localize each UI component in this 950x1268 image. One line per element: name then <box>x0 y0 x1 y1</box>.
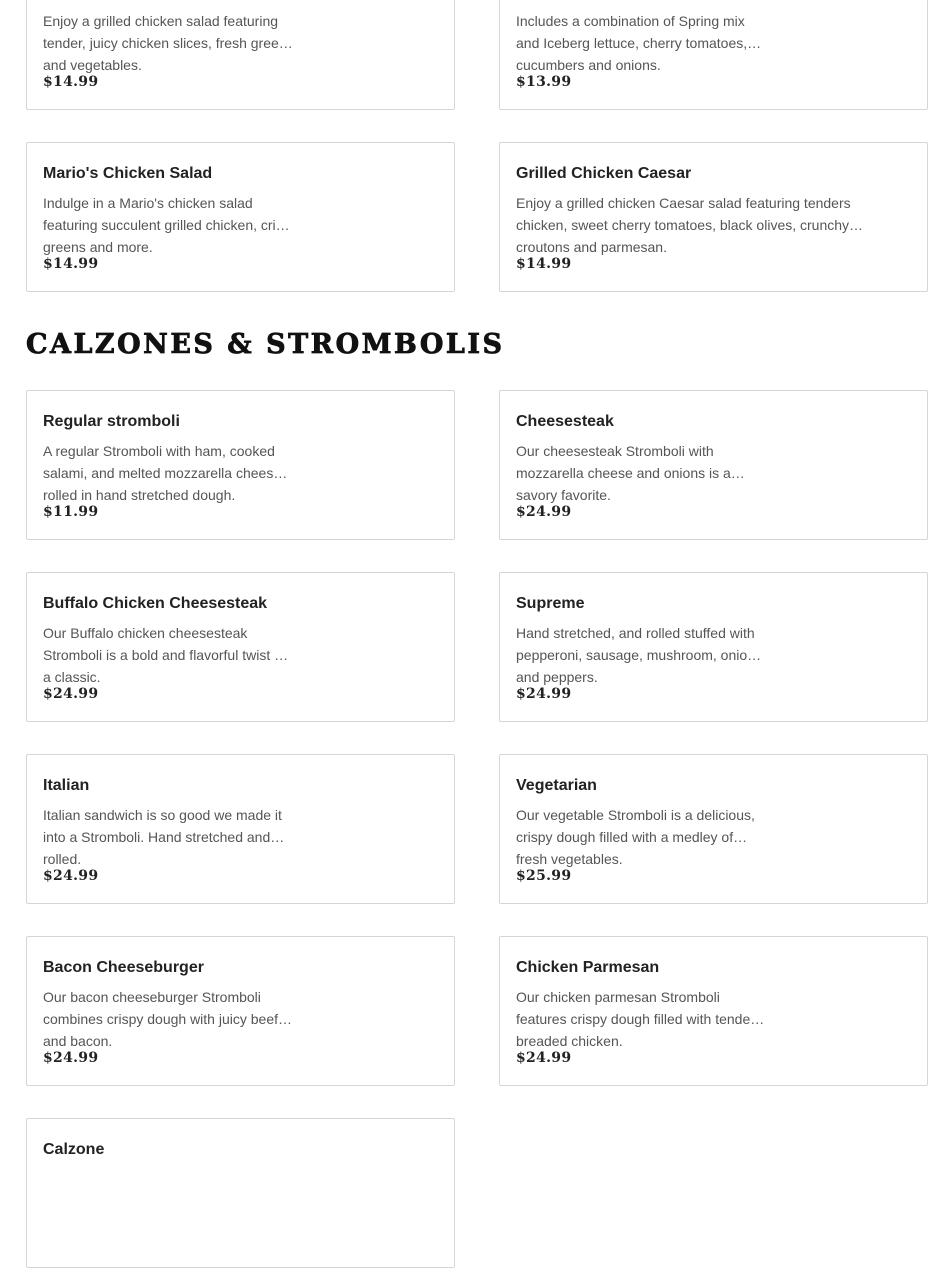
section-title-calzones: CALZONES & STROMBOLIS <box>26 329 505 360</box>
menu-item-card[interactable] <box>499 936 928 1086</box>
menu-item-name: Chicken Parmesan <box>516 959 660 976</box>
menu-item-card[interactable] <box>26 1118 455 1268</box>
menu-item-name: Vegetarian <box>516 777 597 794</box>
menu-item-description: A regular Stromboli with ham, cooked salami, and melted mozzarella cheese rolled in hand stretched dough. <box>43 443 282 503</box>
menu-item-description: Includes a combination of Spring mix and Iceberg lettuce, cherry tomatoes, cucumbers and onions. <box>516 13 748 73</box>
menu-item-card[interactable] <box>26 142 455 292</box>
menu-item-name: Grilled Chicken Caesar <box>516 165 692 182</box>
menu-item-description: Our bacon cheeseburger Stromboli combines crispy dough with juicy beef and bacon. <box>43 989 279 1049</box>
menu-item-card[interactable] <box>26 390 455 540</box>
menu-item-name: Calzone <box>43 1141 105 1158</box>
menu-item-price: $14.99 <box>516 256 572 272</box>
menu-item-card[interactable] <box>499 754 928 904</box>
menu-item-description: Enjoy a grilled chicken salad featuring tender, juicy chicken slices, fresh greens and vegetables. <box>43 13 294 73</box>
menu-item-price: $24.99 <box>43 1050 99 1066</box>
menu-item-description: Our cheesesteak Stromboli with mozzarella cheese and onions is a savory favorite. <box>516 443 731 503</box>
menu-item-price: $24.99 <box>43 868 99 884</box>
menu-item-description: Our chicken parmesan Stromboli features crispy dough filled with tender breaded chicken. <box>516 989 755 1049</box>
menu-item-price: $14.99 <box>43 256 99 272</box>
menu-item-card[interactable] <box>26 572 455 722</box>
menu-item-card[interactable] <box>26 936 455 1086</box>
menu-item-price: $13.99 <box>516 74 572 90</box>
menu-item-price: $24.99 <box>516 686 572 702</box>
menu-item-price: $11.99 <box>43 504 99 520</box>
menu-item-price: $24.99 <box>516 504 572 520</box>
menu-item-price: $24.99 <box>516 1050 572 1066</box>
menu-item-description: Enjoy a grilled chicken Caesar salad featuring tenders chicken, sweet cherry tomatoes, black olives, crunchy croutons and parmesan. <box>516 195 851 255</box>
menu-item-card[interactable] <box>499 390 928 540</box>
menu-item-name: Buffalo Chicken Cheesesteak <box>43 595 268 612</box>
menu-item-description: Italian sandwich is so good we made it into a Stromboli. Hand stretched and rolled. <box>43 807 282 867</box>
menu-item-card[interactable] <box>499 572 928 722</box>
menu-item-price: $25.99 <box>516 868 572 884</box>
menu-item-price: $24.99 <box>43 686 99 702</box>
menu-item-name <box>43 0 438 1</box>
menu-item-card[interactable] <box>26 754 455 904</box>
menu-item-name: Mario's Chicken Salad <box>43 165 213 182</box>
menu-item-price: $14.99 <box>43 74 99 90</box>
menu-item-description <box>43 1168 295 1212</box>
menu-item-description: Hand stretched, and rolled stuffed with pepperoni, sausage, mushroom, onions and peppers. <box>516 625 762 685</box>
menu-item-description: Our vegetable Stromboli is a delicious, crispy dough filled with a medley of fresh vegetables. <box>516 807 755 867</box>
menu-item-name: Supreme <box>516 595 585 612</box>
salads-grid <box>26 0 928 292</box>
menu-item-name: Bacon Cheeseburger <box>43 959 204 976</box>
menu-item-description: Our Buffalo chicken cheesesteak Stromboli is a bold and flavorful twist on a classic. <box>43 625 290 685</box>
menu-item-name: Italian <box>43 777 90 794</box>
menu-item-name: Regular stromboli <box>43 413 180 430</box>
menu-item-description: Indulge in a Mario's chicken salad featuring succulent grilled chicken, crisp greens and more. <box>43 195 291 255</box>
menu-item-name <box>516 0 911 1</box>
menu-item-card[interactable] <box>26 0 455 110</box>
calzones-grid <box>26 390 928 1268</box>
menu-item-card[interactable] <box>499 142 928 292</box>
menu-item-card[interactable] <box>499 0 928 110</box>
menu-item-name: Cheesesteak <box>516 413 614 430</box>
